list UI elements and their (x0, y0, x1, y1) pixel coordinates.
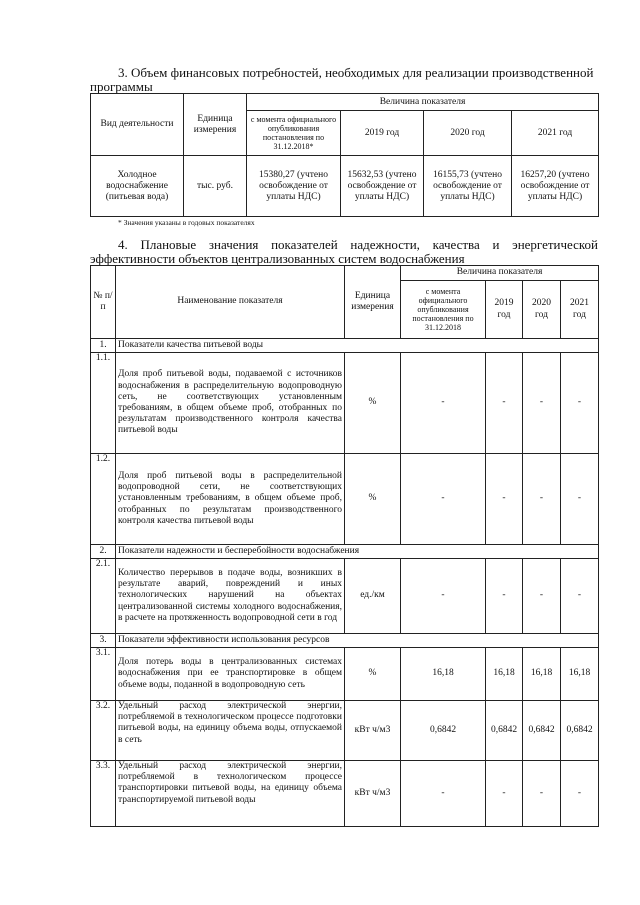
row-name: Количество перерывов в подаче воды, возникших в результате аварий, повреждений и иных технологических нарушений на объектах централизованной системы холодного водоснабжения, в расчете на протяженность водопроводной сети в год (116, 559, 345, 634)
header-2021: 2021 год (512, 111, 599, 156)
row-since: - (401, 353, 486, 454)
header-2021: 2021 год (561, 281, 599, 339)
section-row (91, 545, 599, 559)
header-name: Наименование показателя (116, 266, 345, 339)
section-row (91, 339, 599, 353)
header-value-group: Величина показателя (247, 94, 599, 111)
row-num: 3. (91, 634, 116, 648)
header-since: с момента официального опубликования постановления по 31.12.2018* (247, 111, 341, 156)
indicators-table (90, 265, 599, 827)
section-name: Показатели качества питьевой воды (116, 339, 599, 353)
row-name: Удельный расход электрической энергии, потребляемой в технологическом процессе подготовки питьевой воды, на единицу объема воды, отпускаемой в сеть (116, 701, 345, 761)
row-name: Доля проб питьевой воды, подаваемой с источников водоснабжения в распределительную водопроводную сеть, не соответствующих установленным требованиям, в общем объеме проб, отобранных по результатам производственного контроля качества питьевой воды (116, 353, 345, 454)
row-unit: % (345, 648, 401, 701)
row-since: 15380,27 (учтено освобождение от уплаты НДС) (247, 156, 341, 217)
row-2019: - (486, 454, 523, 545)
footnote: * Значения указаны в годовых показателях (118, 218, 255, 227)
row-2020: 0,6842 (523, 701, 561, 761)
header-value-group: Величина показателя (401, 266, 599, 281)
table-row (91, 454, 599, 545)
header-num: № п/п (91, 266, 116, 339)
row-2021: - (561, 353, 599, 454)
header-activity: Вид деятельности (91, 94, 184, 156)
row-num: 3.2. (91, 701, 116, 761)
section-row (91, 634, 599, 648)
row-since: - (401, 454, 486, 545)
table-row (91, 353, 599, 454)
header-2019: 2019 год (486, 281, 523, 339)
row-name: Доля потерь воды в централизованных системах водоснабжения при ее транспортировке в общем объеме воды, поданной в водопроводную сеть (116, 648, 345, 701)
row-name: Доля проб питьевой воды в распределительной водопроводной сети, не соответствующих установленным требованиям, в общем объеме проб, отобранных по результатам производственного контроля качества питьевой воды (116, 454, 345, 545)
section3-title-line2: программы (90, 79, 153, 94)
row-since: 16,18 (401, 648, 486, 701)
row-num: 2.1. (91, 559, 116, 634)
header-2019: 2019 год (341, 111, 424, 156)
row-unit: тыс. руб. (184, 156, 247, 217)
header-since: с момента официального опубликования постановления по 31.12.2018 (401, 281, 486, 339)
financial-needs-table (90, 93, 599, 217)
row-since: - (401, 559, 486, 634)
row-2019: 16,18 (486, 648, 523, 701)
row-num: 3.3. (91, 761, 116, 827)
row-2019: 15632,53 (учтено освобождение от уплаты НДС) (341, 156, 424, 217)
row-name: Удельный расход электрической энергии, потребляемой в технологическом процессе транспортировки питьевой воды, на единицу объема транспортируемой питьевой воды (116, 761, 345, 827)
row-unit: ед./км (345, 559, 401, 634)
row-2019: - (486, 559, 523, 634)
row-unit: % (345, 353, 401, 454)
row-unit: кВт ч/м3 (345, 701, 401, 761)
table-row (91, 559, 599, 634)
header-unit: Единица измерения (184, 94, 247, 156)
row-2019: 0,6842 (486, 701, 523, 761)
header-2020: 2020 год (523, 281, 561, 339)
section-name: Показатели надежности и бесперебойности водоснабжения (116, 545, 599, 559)
row-num: 3.1. (91, 648, 116, 701)
row-2021: - (561, 559, 599, 634)
row-num: 1. (91, 339, 116, 353)
row-2020: - (523, 761, 561, 827)
row-2021: 16257,20 (учтено освобождение от уплаты НДС) (512, 156, 599, 217)
row-since: 0,6842 (401, 701, 486, 761)
section4-title-line2: эффективности объектов централизованных систем водоснабжения (90, 251, 465, 266)
table-row (91, 701, 599, 761)
row-unit: кВт ч/м3 (345, 761, 401, 827)
row-unit: % (345, 454, 401, 545)
header-unit: Единица измерения (345, 266, 401, 339)
row-2021: 0,6842 (561, 701, 599, 761)
row-activity: Холодное водоснабжение (питьевая вода) (91, 156, 184, 217)
row-2019: - (486, 353, 523, 454)
row-2020: - (523, 559, 561, 634)
row-2021: - (561, 761, 599, 827)
row-2021: - (561, 454, 599, 545)
header-2020: 2020 год (424, 111, 512, 156)
row-since: - (401, 761, 486, 827)
row-2020: 16,18 (523, 648, 561, 701)
row-num: 2. (91, 545, 116, 559)
table-row (91, 761, 599, 827)
section-name: Показатели эффективности использования ресурсов (116, 634, 599, 648)
section3-title-line1: 3. Объем финансовых потребностей, необходимых для реализации производственной (118, 65, 594, 80)
row-num: 1.1. (91, 353, 116, 454)
row-2021: 16,18 (561, 648, 599, 701)
row-2020: - (523, 353, 561, 454)
section4-title-line1: 4. Плановые значения показателей надежности, качества и энергетической (118, 237, 598, 252)
row-2020: - (523, 454, 561, 545)
row-2020: 16155,73 (учтено освобождение от уплаты НДС) (424, 156, 512, 217)
table-row (91, 648, 599, 701)
row-num: 1.2. (91, 454, 116, 545)
row-2019: - (486, 761, 523, 827)
